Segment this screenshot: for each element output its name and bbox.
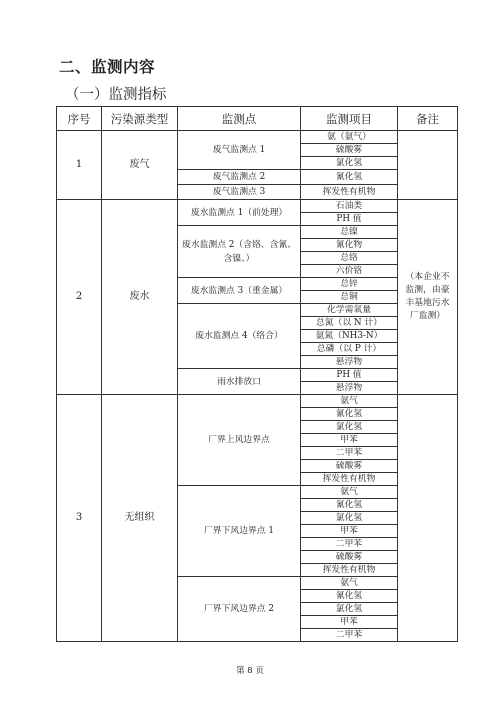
header-monitoring-point: 监测点 xyxy=(178,107,301,131)
pollution-type-cell: 废气 xyxy=(102,131,178,200)
monitoring-item-cell: 甲苯 xyxy=(301,525,398,538)
serial-no-cell: 2 xyxy=(57,200,102,395)
header-pollution-type: 污染源类型 xyxy=(102,107,178,131)
monitoring-point-cell: 厂界下风边界点 2 xyxy=(178,577,301,642)
monitoring-item-cell: 氰化氢 xyxy=(301,499,398,512)
monitoring-item-cell: 氨氮（NH3-N） xyxy=(301,330,398,343)
pollution-type-cell: 废水 xyxy=(102,200,178,395)
pollution-type-cell: 无组织 xyxy=(102,395,178,642)
serial-no-cell: 1 xyxy=(57,131,102,200)
remarks-cell xyxy=(398,395,458,642)
monitoring-item-cell: 化学需氧量 xyxy=(301,304,398,317)
monitoring-item-cell: 氨气 xyxy=(301,486,398,499)
monitoring-item-cell: 总铬 xyxy=(301,252,398,265)
monitoring-item-cell: 氨（氨气） xyxy=(301,131,398,144)
monitoring-item-cell: 二甲苯 xyxy=(301,447,398,460)
subsection-heading: （一）监测指标 xyxy=(65,87,167,103)
monitoring-item-cell: 挥发性有机物 xyxy=(301,473,398,486)
monitoring-item-cell: 氨气 xyxy=(301,395,398,408)
monitoring-item-cell: 六价铬 xyxy=(301,265,398,278)
monitoring-point-cell: 厂界下风边界点 1 xyxy=(178,486,301,577)
monitoring-item-cell: 氰化氢 xyxy=(301,408,398,421)
header-monitoring-item: 监测项目 xyxy=(301,107,398,131)
monitoring-item-cell: 氨气 xyxy=(301,577,398,590)
monitoring-item-cell: 悬浮物 xyxy=(301,356,398,369)
monitoring-item-cell: 氯化氢 xyxy=(301,603,398,616)
table-row xyxy=(57,200,458,213)
page-number: 第 8 页 xyxy=(236,666,264,676)
remarks-cell: （本企业不监测，由豪丰基地污水厂监测） xyxy=(398,200,458,395)
monitoring-point-cell: 雨水排放口 xyxy=(178,369,301,395)
monitoring-item-cell: 氯化氢 xyxy=(301,421,398,434)
monitoring-item-cell: 总镍 xyxy=(301,226,398,239)
monitoring-item-cell: 挥发性有机物 xyxy=(301,564,398,577)
monitoring-indicator-table xyxy=(56,106,458,642)
monitoring-item-cell: 硫酸雾 xyxy=(301,551,398,564)
header-serial-no: 序号 xyxy=(57,107,102,131)
monitoring-item-cell: 硫酸雾 xyxy=(301,144,398,157)
monitoring-item-cell: 氯化氢 xyxy=(301,157,398,170)
monitoring-item-cell: 氰化物 xyxy=(301,239,398,252)
monitoring-item-cell: 氰化氢 xyxy=(301,590,398,603)
table-header-row xyxy=(57,107,458,131)
monitoring-point-cell: 废水监测点 4（络合） xyxy=(178,304,301,369)
monitoring-point-cell: 废水监测点 1（前处理） xyxy=(178,200,301,226)
monitoring-item-cell: 总氮（以 N 计） xyxy=(301,317,398,330)
monitoring-item-cell: PH 值 xyxy=(301,369,398,382)
header-remarks: 备注 xyxy=(398,107,458,131)
monitoring-point-cell: 废气监测点 3 xyxy=(178,185,301,200)
remarks-cell xyxy=(398,131,458,200)
monitoring-item-cell: 氰化氢 xyxy=(301,170,398,185)
monitoring-point-cell: 废气监测点 1 xyxy=(178,131,301,170)
monitoring-item-cell: 挥发性有机物 xyxy=(301,185,398,200)
section-heading: 二、监测内容 xyxy=(59,58,156,76)
monitoring-item-cell: 石油类 xyxy=(301,200,398,213)
table-row xyxy=(57,131,458,144)
monitoring-item-cell: 二甲苯 xyxy=(301,538,398,551)
monitoring-item-cell: 总铜 xyxy=(301,291,398,304)
monitoring-item-cell: 悬浮物 xyxy=(301,382,398,395)
monitoring-point-cell: 废水监测点 3（重金属） xyxy=(178,278,301,304)
table-row xyxy=(57,395,458,408)
monitoring-item-cell: 甲苯 xyxy=(301,434,398,447)
monitoring-item-cell: 总磷（以 P 计） xyxy=(301,343,398,356)
monitoring-point-cell: 废水监测点 2（含铬、含氰、含镍、） xyxy=(178,226,301,278)
monitoring-point-cell: 废气监测点 2 xyxy=(178,170,301,185)
monitoring-item-cell: 二甲苯 xyxy=(301,629,398,642)
monitoring-item-cell: 甲苯 xyxy=(301,616,398,629)
monitoring-item-cell: PH 值 xyxy=(301,213,398,226)
table-body xyxy=(57,131,458,642)
monitoring-item-cell: 氯化氢 xyxy=(301,512,398,525)
monitoring-point-cell: 厂界上风边界点 xyxy=(178,395,301,486)
monitoring-item-cell: 硫酸雾 xyxy=(301,460,398,473)
monitoring-item-cell: 总锌 xyxy=(301,278,398,291)
serial-no-cell: 3 xyxy=(57,395,102,642)
